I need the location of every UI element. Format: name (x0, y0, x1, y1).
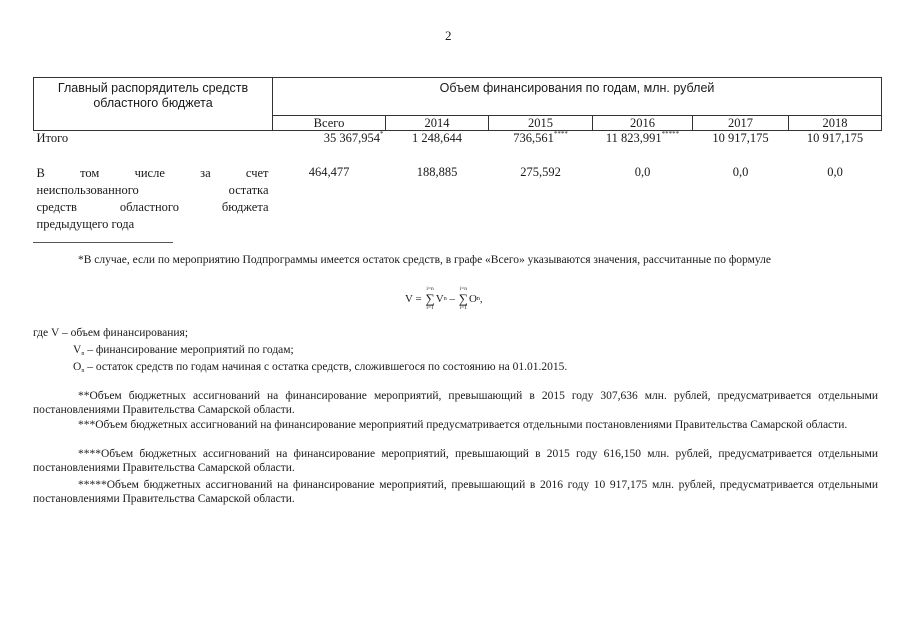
formula: V = i=n ∑ i=1 V n – i=n ∑ i=1 O n , (405, 286, 483, 311)
cell-total-2014: 1 248,644 (412, 131, 462, 145)
table-row-total (34, 131, 882, 165)
footnote-1: *В случае, если по мероприятию Подпрограммы имеется остаток средств, в графе «Всего» указываются значения, рассчитанные по формуле (78, 254, 771, 266)
footnote-2: **Объем бюджетных ассигнований на финансирование мероприятий, превышающий в 2015 году 307,636 млн. рублей, предусматривается отдельными постановлениями Правительства Самарской области. (33, 390, 878, 416)
year-header-2014: 2014 (386, 116, 489, 131)
financing-table (33, 77, 882, 233)
cell-total-2015: 736,561**** (513, 130, 568, 145)
year-header-2015: 2015 (489, 116, 593, 131)
cell-unused-all: 464,477 (308, 164, 350, 179)
table-row-unused (34, 165, 882, 233)
cell-unused-2015: 275,592 (520, 164, 561, 179)
footnote-mark: * (380, 130, 384, 138)
cell-unused-2014: 188,885 (416, 164, 458, 179)
sum-symbol: i=n ∑ i=1 (425, 286, 435, 311)
cell-unused-2017: 0,0 (732, 164, 749, 179)
footnote-mark: ***** (661, 130, 680, 138)
header-distributor: Главный распорядитель средств областного бюджета (34, 78, 273, 131)
sum-symbol: i=n ∑ i=1 (458, 286, 468, 311)
footnote-divider (33, 242, 173, 243)
header-financing: Объем финансирования по годам, млн. рублей (273, 78, 882, 116)
footnote-5: *****Объем бюджетных ассигнований на финансирование мероприятий, превышающий в 2016 году 10 917,175 млн. рублей, предусматривается отдельными постановлениями Правительства Самарской области. (33, 479, 878, 505)
cell-total-all: 35 367,954* (323, 130, 384, 145)
cell-unused-2018: 0,0 (827, 164, 843, 179)
year-header-2018: 2018 (789, 116, 882, 131)
year-header-2017: 2017 (693, 116, 789, 131)
row-label-unused: В том числе за счет неиспользованного остатка средств областного бюджета предыдущего года (36, 165, 269, 231)
table-header-row (34, 78, 882, 116)
page-number: 2 (445, 28, 452, 43)
cell-total-2017: 10 917,175 (712, 131, 769, 145)
year-header-2016: 2016 (593, 116, 693, 131)
cell-total-2016: 11 823,991***** (605, 130, 680, 145)
formula-on-definition: $O_n$ – остаток средств по годам начиная с остатка средств, сложившегося по состоянию на 01.01.2015. (73, 361, 568, 374)
year-header-total: Всего (273, 116, 386, 131)
formula-where: где V – объем финансирования; (33, 327, 189, 339)
row-label-total: Итого (36, 131, 69, 145)
footnote-4: ****Объем бюджетных ассигнований на финансирование мероприятий, превышающий в 2015 году 616,150 млн. рублей, предусматривается отдельными постановлениями Правительства Самарской области. (33, 448, 878, 474)
footnote-mark: **** (553, 130, 568, 138)
cell-unused-2016: 0,0 (634, 164, 651, 179)
cell-total-2018: 10 917,175 (806, 131, 864, 145)
formula-vn-definition: $V_n$ – финансирование мероприятий по годам; (73, 344, 294, 357)
footnote-3: ***Объем бюджетных ассигнований на финансирование мероприятий предусматривается отдельными постановлениями Правительства Самарской области. (78, 419, 848, 431)
